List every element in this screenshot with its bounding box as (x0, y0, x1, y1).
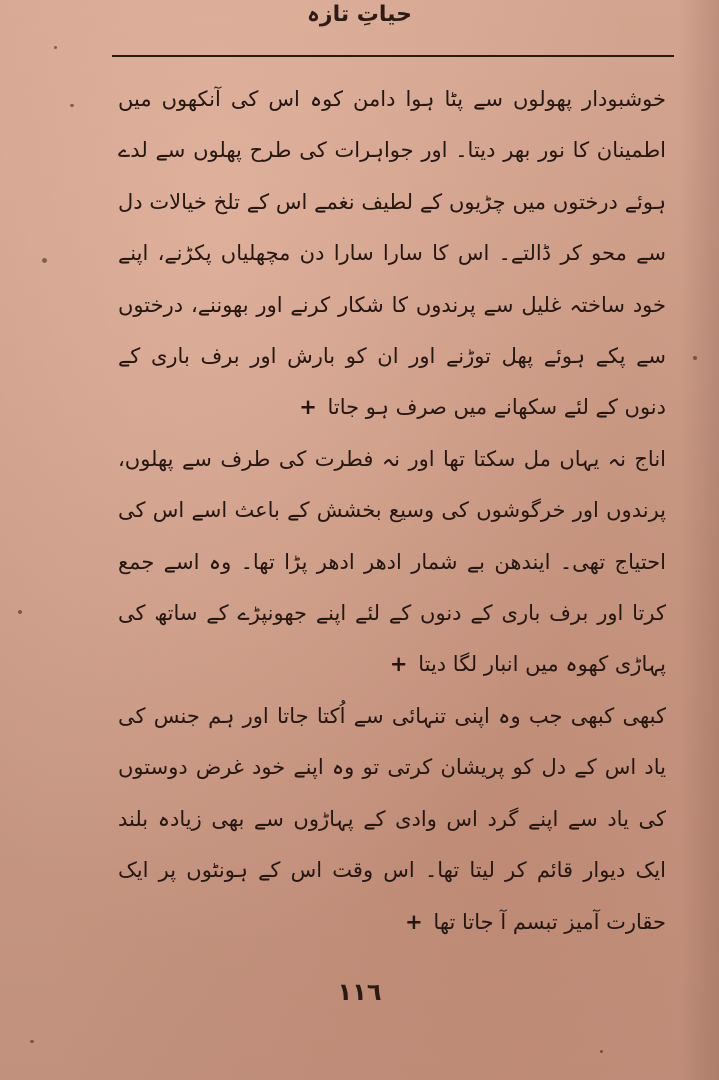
paragraph-text: اناج نہ یہاں مل سکتا تھا اور نہ فطرت کی طرف سے پھلوں، پرندوں اور خرگوشوں کی وسیع بخشش کے باعث اسے اس کی احتیاج تھی۔ ایندھن بے شمار ادھر ادھر پڑا تھا۔ وہ اسے جمع کرتا اور برف باری کے دنوں کے لئے اپنے جھونپڑے کے ساتھ کی پہاڑی کھوہ میں انبار لگا دیتا (118, 446, 666, 677)
paper-speck (693, 356, 697, 360)
paragraph-end-mark: + (389, 652, 408, 677)
page-number: ١١٦ (337, 978, 382, 1006)
paragraph-text: کبھی کبھی جب وہ اپنی تنہائی سے اُکتا جاتا اور ہم جنس کی یاد اس کے دل کو پریشان کرتی تو وہ اپنے خود غرض دوستوں کی یاد سے اپنے گرد اس وادی کے پہاڑوں سے بھی زیادہ بلند ایک دیوار قائم کر لیتا تھا۔ اس وقت اس کے ہونٹوں پر ایک حقارت آمیز تبسم آ جاتا تھا (118, 703, 666, 934)
body-text (118, 74, 666, 948)
paper-speck (54, 46, 57, 49)
page-edge-shadow (679, 0, 719, 1080)
paragraph-1 (118, 74, 666, 434)
running-title: حیاتِ تازہ (307, 2, 412, 27)
paper-speck (30, 1040, 34, 1043)
paper-speck (18, 610, 22, 614)
page-header (0, 0, 719, 58)
paper-speck (42, 258, 47, 263)
paragraph-2 (118, 434, 666, 691)
header-rule (112, 55, 674, 57)
paragraph-text: خوشبودار پھولوں سے پٹا ہوا دامن کوہ اس کی آنکھوں میں اطمینان کا نور بھر دیتا۔ اور جواہرات کی طرح پھلوں سے لدے ہوئے درختوں میں چڑیوں کے لطیف نغمے اس کے تلخ خیالات دل سے محو کر ڈالتے۔ اس کا سارا سارا دن مچھلیاں پکڑنے، اپنے خود ساختہ غلیل سے پرندوں کا شکار کرنے اور بھوننے، درختوں سے پکے ہوئے پھل توڑنے اور ان کو بارش اور برف باری کے دنوں کے لئے سکھانے میں صرف ہو جاتا (118, 87, 666, 420)
paragraph-3 (118, 691, 666, 948)
paragraph-end-mark: + (405, 909, 423, 934)
paragraph-end-mark: + (299, 395, 317, 420)
paper-speck (70, 104, 74, 107)
paper-speck (600, 1050, 603, 1053)
